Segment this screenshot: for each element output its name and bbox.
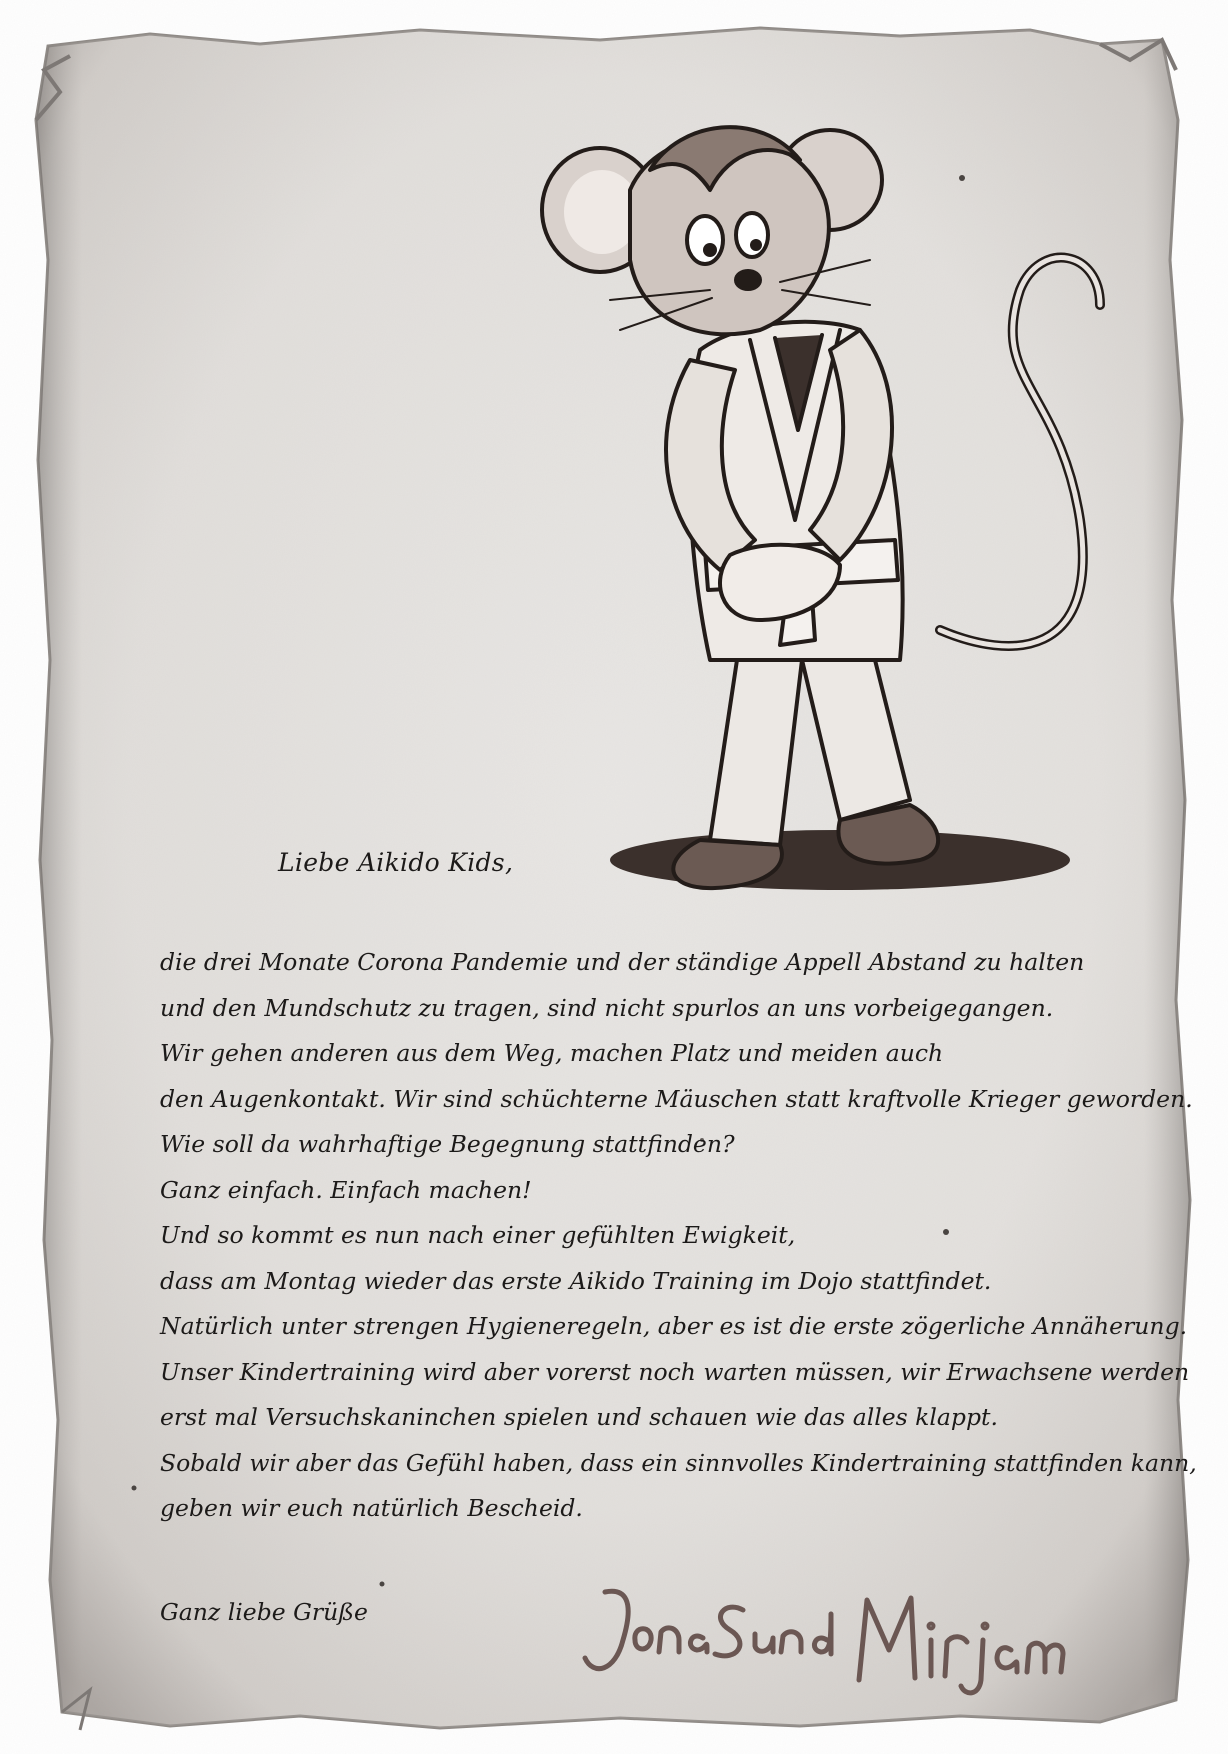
- letter-line: Und so kommt es nun nach einer gefühlten Ewigkeit,: [160, 1221, 796, 1249]
- letter-line: Natürlich unter strengen Hygieneregeln, aber es ist die erste zögerliche Annäherung.: [160, 1312, 1188, 1340]
- letter-line: Unser Kindertraining wird aber vorerst noch warten müssen, wir Erwachsene werden: [160, 1357, 1190, 1386]
- right-pant-leg: [802, 640, 910, 820]
- letter-line: Wir gehen anderen aus dem Weg, machen Platz und meiden auch: [160, 1039, 944, 1067]
- letter-line: und den Mundschutz zu tragen, sind nicht spurlos an uns vorbeigegangen.: [160, 993, 1054, 1022]
- letter-line: die drei Monate Corona Pandemie und der ständige Appell Abstand zu halten: [160, 948, 1085, 976]
- left-eye: [687, 216, 723, 264]
- letter-line: geben wir euch natürlich Bescheid.: [160, 1494, 583, 1522]
- nose: [736, 271, 760, 289]
- left-pant-leg: [710, 640, 802, 845]
- letter-line: den Augenkontakt. Wir sind schüchterne Mäuschen statt kraftvolle Krieger geworden.: [160, 1084, 1193, 1113]
- mouse-in-gi-illustration: [540, 100, 1180, 910]
- letter-body: [160, 940, 1197, 1532]
- letter-line: Ganz einfach. Einfach machen!: [160, 1175, 532, 1204]
- letter-line: Sobald wir aber das Gefühl haben, dass ein sinnvolles Kindertraining stattfinden kann,: [160, 1448, 1197, 1477]
- letter-line: dass am Montag wieder das erste Aikido Training im Dojo stattfindet.: [160, 1266, 992, 1295]
- letter-line: Wie soll da wahrhaftige Begegnung stattfinden?: [160, 1130, 735, 1158]
- salutation: Liebe Aikido Kids,: [278, 848, 514, 877]
- right-eye: [736, 213, 768, 257]
- tail: [940, 258, 1100, 646]
- closing-greeting: Ganz liebe Grüße: [160, 1598, 368, 1626]
- letter-line: erst mal Versuchskaninchen spielen und schauen wie das alles klappt.: [160, 1403, 998, 1431]
- handwritten-signature: [575, 1580, 1075, 1700]
